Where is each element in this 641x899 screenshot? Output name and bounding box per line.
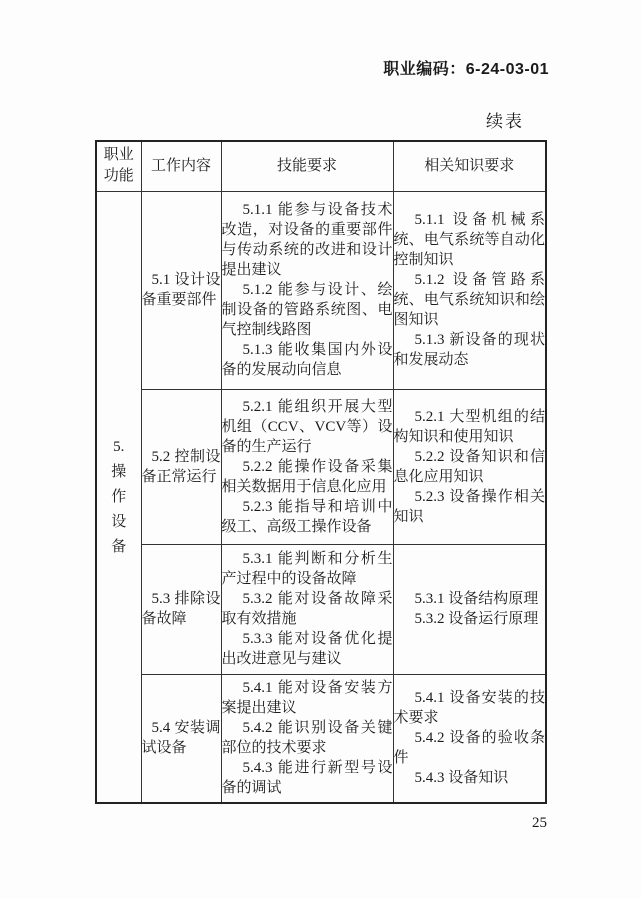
table-header-row (96, 141, 546, 191)
table-row (96, 191, 546, 389)
knowledge-item: 5.2.1 大型机组的结构知识和使用知识 (393, 408, 545, 445)
knowledge-cell (393, 389, 546, 544)
work-content-cell: 5.4 安装调试设备 (141, 674, 221, 803)
table-row (96, 544, 546, 674)
skill-item: 5.4.3 能进行新型号设备的调试 (221, 760, 393, 797)
skill-item: 5.3.1 能判断和分析生产过程中的设备故障 (221, 551, 393, 587)
knowledge-item: 5.3.2 设备运行原理 (414, 611, 539, 627)
occupation-function-cell (96, 191, 141, 803)
knowledge-item: 5.4.3 设备知识 (414, 770, 509, 787)
skill-item: 5.1.1 能参与设备技术改造，对设备的重要部件与传动系统的改进和设计提出建议 (221, 202, 393, 278)
function-char: 操 (111, 463, 127, 480)
knowledge-item: 5.4.1 设备安装的技术要求 (393, 690, 545, 727)
knowledge-cell (393, 191, 546, 389)
skill-item: 5.2.1 能组织开展大型机组（CCV、VCV等）设备的生产运行 (221, 398, 393, 455)
table-row (96, 674, 546, 803)
function-char: 设 (111, 513, 127, 530)
knowledge-item: 5.1.1 设备机械系统、电气系统等自动化控制知识 (393, 212, 545, 268)
occupation-code-label: 职业编码：6-24-03-01 (383, 61, 549, 78)
knowledge-item: 5.1.2 设备管路系统、电气系统知识和绘图知识 (393, 272, 545, 328)
skills-cell (221, 191, 393, 389)
function-char: 作 (111, 488, 127, 505)
vertical-function-label (97, 437, 141, 557)
knowledge-item: 5.4.2 设备的验收条件 (393, 730, 545, 767)
skill-item: 5.3.3 能对设备优化提出改进意见与建议 (221, 631, 393, 667)
skill-item: 5.3.2 能对设备故障采取有效措施 (221, 591, 393, 627)
skills-cell (221, 674, 393, 803)
column-header-skill-requirements: 技能要求 (221, 141, 393, 191)
column-header-occupation-function: 职业功能 (96, 141, 141, 191)
column-header-work-content: 工作内容 (141, 141, 221, 191)
function-char: 备 (111, 538, 127, 555)
skill-item: 5.1.2 能参与设计、绘制设备的管路系统图、电气控制线路图 (221, 282, 393, 338)
work-content-cell: 5.3 排除设备故障 (141, 544, 221, 674)
table-row (96, 389, 546, 544)
skill-item: 5.2.2 能操作设备采集相关数据用于信息化应用 (221, 458, 393, 495)
knowledge-cell (393, 674, 546, 803)
knowledge-cell (393, 544, 546, 674)
knowledge-item: 5.2.2 设备知识和信息化应用知识 (393, 448, 545, 485)
skill-item: 5.4.2 能识别设备关键部位的技术要求 (221, 720, 393, 757)
occupational-standard-table (95, 140, 547, 804)
skills-cell (221, 544, 393, 674)
work-content-cell: 5.2 控制设备正常运行 (141, 389, 221, 544)
skills-cell (221, 389, 393, 544)
knowledge-item: 5.3.1 设备结构原理 (414, 591, 539, 607)
knowledge-item: 5.2.3 设备操作相关知识 (393, 488, 545, 525)
skill-item: 5.1.3 能收集国内外设备的发展动向信息 (221, 342, 393, 378)
skill-item: 5.2.3 能指导和培训中级工、高级工操作设备 (221, 498, 393, 535)
skill-item: 5.4.1 能对设备安装方案提出建议 (221, 680, 393, 717)
column-header-knowledge-requirements: 相关知识要求 (393, 141, 546, 191)
work-content-cell: 5.1 设计设备重要部件 (141, 191, 221, 389)
function-number: 5. (113, 438, 125, 455)
page-number: 25 (532, 815, 547, 831)
knowledge-item: 5.1.3 新设备的现状和发展动态 (393, 332, 545, 368)
continued-table-label: 续表 (486, 112, 524, 131)
